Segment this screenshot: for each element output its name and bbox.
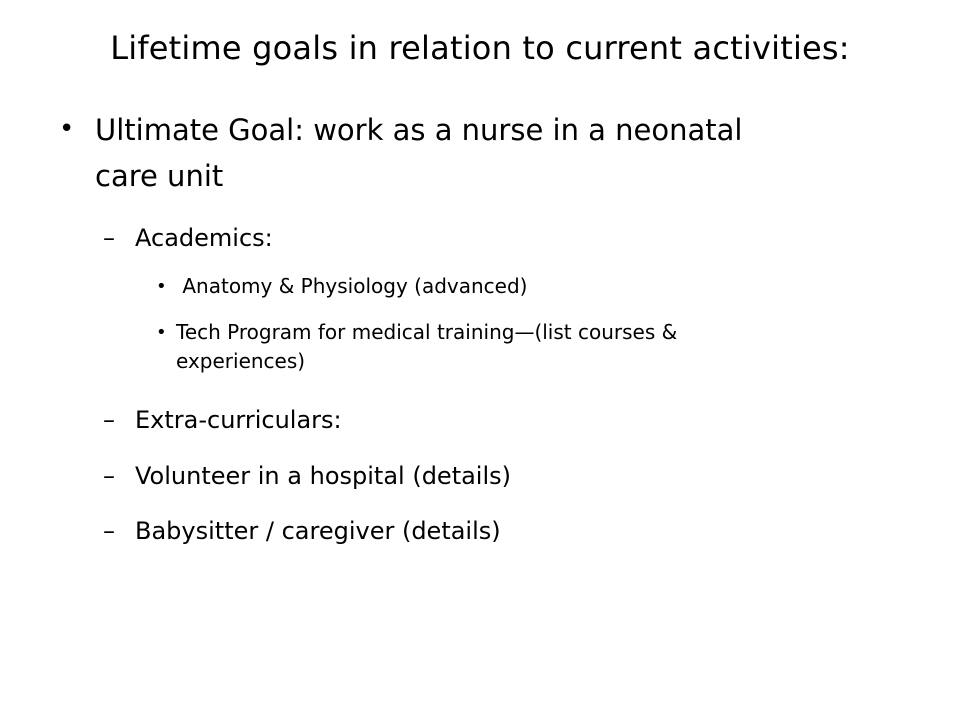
dash-icon: –: [103, 517, 115, 545]
main-goal-bullet: [59, 107, 743, 199]
main-goal-line-2: care unit: [95, 159, 224, 193]
academics-label: Academics:: [135, 224, 273, 252]
dash-icon: –: [103, 224, 115, 252]
slide-title: Lifetime goals in relation to current activities:: [110, 29, 850, 67]
extracurriculars-label: Extra-curriculars:: [135, 406, 342, 434]
babysitter-label: Babysitter / caregiver (details): [135, 517, 501, 545]
extracurriculars-item: [103, 404, 342, 436]
babysitter-item: [103, 515, 501, 547]
academics-subitem-line-2: experiences): [176, 349, 306, 373]
volunteer-label: Volunteer in a hospital (details): [135, 462, 512, 490]
dash-icon: –: [103, 406, 115, 434]
bullet-icon: •: [156, 322, 167, 343]
dash-icon: –: [103, 462, 115, 490]
academics-subitem-line-1: Tech Program for medical training—(list courses &: [176, 320, 678, 344]
bullet-icon: •: [156, 276, 167, 297]
academics-subitem: [156, 318, 678, 376]
academics-subitem-line-1: Anatomy & Physiology (advanced): [176, 274, 528, 298]
academics-item: [103, 222, 273, 254]
bullet-icon: •: [59, 114, 75, 144]
academics-subitem: [156, 272, 528, 301]
volunteer-item: [103, 460, 512, 492]
main-goal-line-1: Ultimate Goal: work as a nurse in a neonatal: [95, 113, 743, 147]
